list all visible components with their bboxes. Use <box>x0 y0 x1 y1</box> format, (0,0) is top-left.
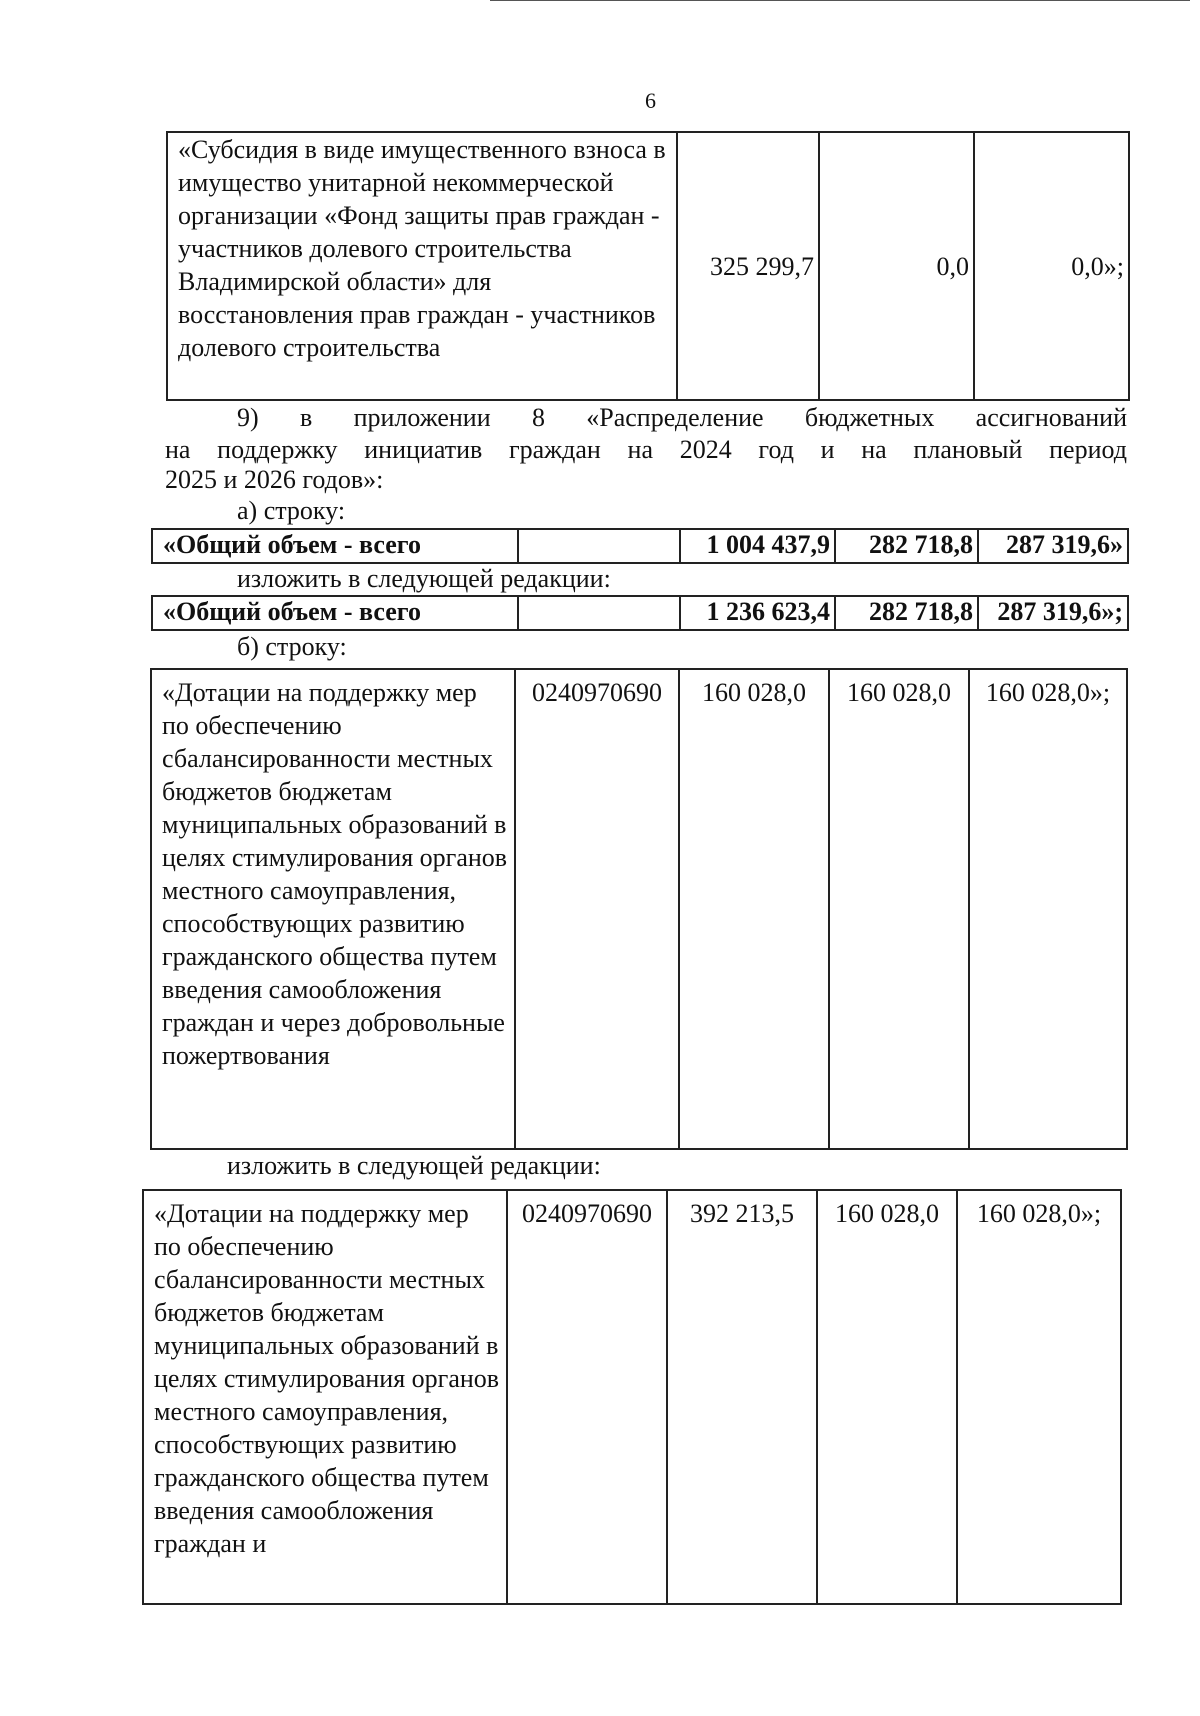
value-2026-cell: 160 028,0»; <box>969 669 1127 1149</box>
code-cell: 0240970690 <box>515 669 679 1149</box>
row-name-cell: «Субсидия в виде имущественного взноса в имущество унитарной некоммерческой организации «Фонд защиты прав граждан - участников долевого строительства Владимирской области» для восстановления прав граждан - участников долевого строительства <box>167 132 677 400</box>
code-cell <box>518 529 680 563</box>
subitem-b-label: б) строку: <box>237 632 347 661</box>
row-name-cell: «Общий объем - всего <box>152 529 518 563</box>
table-row <box>152 596 1128 630</box>
grants-row-old-table <box>150 668 1128 1150</box>
value-2024-cell: 1 236 623,4 <box>680 596 835 630</box>
item9-line1: 9) в приложении 8 «Распределение бюджетных ассигнований <box>237 403 1127 432</box>
subsidy-table <box>166 131 1130 401</box>
value-2025-cell: 0,0 <box>819 132 974 400</box>
item9-line2: на поддержку инициатив граждан на 2024 год и на плановый период <box>165 435 1127 464</box>
row-name-cell: «Дотации на поддержку мер по обеспечению сбалансированности местных бюджетов бюджетам муниципальных образований в целях стимулирования органов местного самоуправления, способствующих развитию гражданского общества путем введения самообложения граждан и <box>143 1190 507 1604</box>
code-cell: 0240970690 <box>507 1190 667 1604</box>
subitem-a-label: а) строку: <box>237 496 346 525</box>
table-row <box>151 669 1127 1149</box>
code-cell <box>518 596 680 630</box>
value-2026-cell: 160 028,0»; <box>957 1190 1121 1604</box>
page-number: 6 <box>645 88 656 113</box>
item9-line3: 2025 и 2026 годов»: <box>165 465 384 494</box>
value-2025-cell: 282 718,8 <box>835 596 978 630</box>
value-2024-cell: 325 299,7 <box>677 132 819 400</box>
edit-phrase-1: изложить в следующей редакции: <box>237 564 611 593</box>
table-row <box>152 529 1128 563</box>
value-2026-cell: 287 319,6» <box>978 529 1128 563</box>
row-name-cell: «Дотации на поддержку мер по обеспечению сбалансированности местных бюджетов бюджетам муниципальных образований в целях стимулирования органов местного самоуправления, способствующих развитию гражданского общества путем введения самообложения граждан и через добровольные пожертвования <box>151 669 515 1149</box>
value-2026-cell: 287 319,6»; <box>978 596 1128 630</box>
grants-row-new-table <box>142 1189 1122 1605</box>
edit-phrase-2: изложить в следующей редакции: <box>227 1151 601 1180</box>
table-row <box>167 132 1129 400</box>
table-row <box>143 1190 1121 1604</box>
value-2024-cell: 160 028,0 <box>679 669 829 1149</box>
value-2024-cell: 392 213,5 <box>667 1190 817 1604</box>
value-2025-cell: 160 028,0 <box>817 1190 957 1604</box>
value-2025-cell: 160 028,0 <box>829 669 969 1149</box>
top-edge-line <box>490 0 1190 1</box>
value-2025-cell: 282 718,8 <box>835 529 978 563</box>
value-2024-cell: 1 004 437,9 <box>680 529 835 563</box>
row-name-cell: «Общий объем - всего <box>152 596 518 630</box>
total-row-old-table <box>151 528 1129 564</box>
value-2026-cell: 0,0»; <box>974 132 1129 400</box>
total-row-new-table <box>151 595 1129 631</box>
